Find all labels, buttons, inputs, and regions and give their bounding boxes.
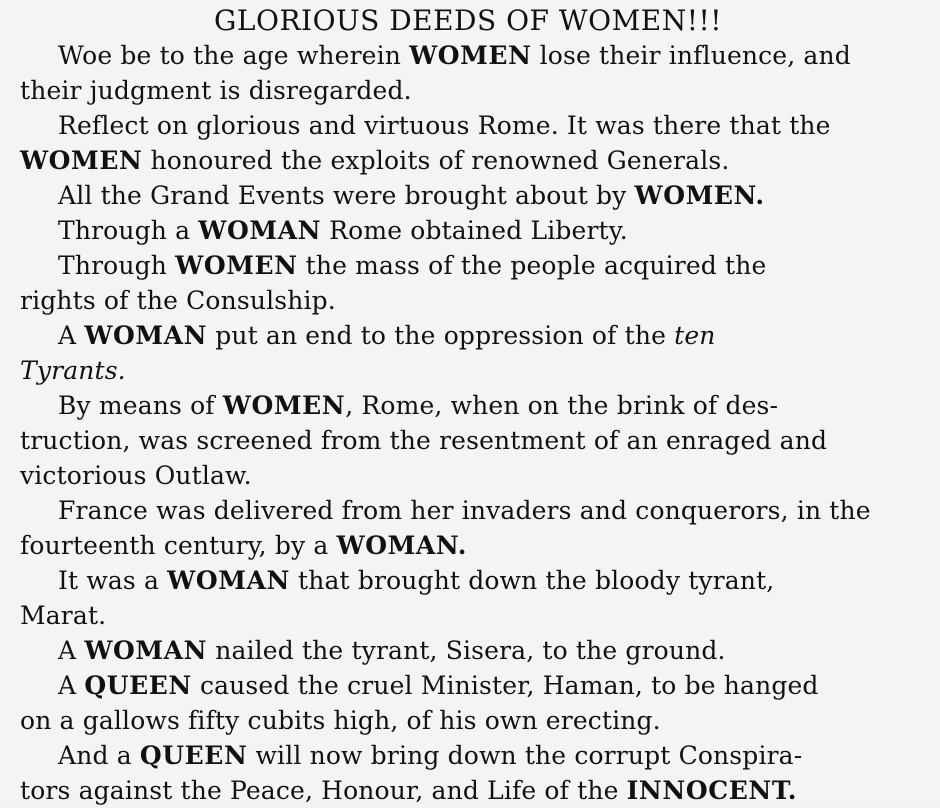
text-line — [20, 773, 916, 808]
italic-text: Tyrants. — [20, 356, 126, 385]
paragraph — [20, 108, 916, 178]
emphasis-text: WOMAN — [84, 636, 208, 665]
document-body — [20, 38, 916, 808]
text-run: Marat. — [20, 601, 107, 630]
emphasis-text: WOMAN — [198, 216, 322, 245]
paragraph — [20, 633, 916, 668]
paragraph — [20, 178, 916, 213]
text-run: truction, was screened from the resentment of an enraged and — [20, 426, 828, 455]
paragraph — [20, 493, 916, 563]
text-run: their judgment is disregarded. — [20, 76, 412, 105]
emphasis-text: QUEEN — [139, 741, 248, 770]
emphasis-text: QUEEN — [84, 671, 192, 700]
text-run: A — [58, 636, 85, 665]
emphasis-text: WOMEN — [20, 146, 143, 175]
text-line — [20, 38, 916, 73]
text-run: on a gallows fifty cubits high, of his own erecting. — [20, 706, 661, 735]
text-run: put an end to the oppression of the — [207, 321, 675, 350]
paragraph — [20, 318, 916, 388]
text-line — [20, 73, 916, 108]
text-run: fourteenth century, by a — [20, 531, 337, 560]
text-line — [20, 598, 916, 633]
text-run: And a — [58, 741, 140, 770]
text-line — [20, 703, 916, 738]
italic-text: ten — [674, 321, 716, 350]
text-line — [20, 738, 916, 773]
text-line — [20, 668, 916, 703]
text-run: lose their influence, and — [531, 41, 851, 70]
text-run: It was a — [58, 566, 168, 595]
text-line — [20, 528, 916, 563]
text-line — [20, 458, 916, 493]
text-run: France was delivered from her invaders and conquerors, in the — [58, 496, 871, 525]
text-run: nailed the tyrant, Sisera, to the ground. — [207, 636, 726, 665]
text-run: tors against the Peace, Honour, and Life of the — [20, 776, 627, 805]
text-run: victorious Outlaw. — [20, 461, 252, 490]
paragraph — [20, 738, 916, 808]
text-run: Through — [58, 251, 176, 280]
emphasis-text: WOMAN — [84, 321, 208, 350]
emphasis-text: WOMEN — [222, 391, 346, 420]
text-line — [20, 248, 916, 283]
text-run: By means of — [58, 391, 223, 420]
text-line — [20, 633, 916, 668]
text-run: Through a — [58, 216, 199, 245]
emphasis-text: WOMAN. — [336, 531, 468, 560]
text-run: caused the cruel Minister, Haman, to be hanged — [191, 671, 819, 700]
paragraph — [20, 668, 916, 738]
emphasis-text: WOMEN — [409, 41, 532, 70]
paragraph — [20, 388, 916, 493]
text-line — [20, 318, 916, 353]
text-run: Rome obtained Liberty. — [321, 216, 628, 245]
emphasis-text: WOMEN. — [634, 181, 765, 210]
emphasis-text: WOMAN — [167, 566, 290, 595]
text-run: A — [58, 321, 85, 350]
text-line — [20, 493, 916, 528]
text-line — [20, 213, 916, 248]
paragraph — [20, 213, 916, 248]
text-line — [20, 108, 916, 143]
text-run: will now bring down the corrupt Conspira- — [247, 741, 803, 770]
text-line — [20, 283, 916, 318]
emphasis-text: INNOCENT. — [626, 776, 798, 805]
text-run: Reflect on glorious and virtuous Rome. It was there that the — [58, 111, 831, 140]
text-line — [20, 178, 916, 213]
text-run: the mass of the people acquired the — [297, 251, 767, 280]
paragraph — [20, 38, 916, 108]
text-line — [20, 143, 916, 178]
text-line — [20, 353, 916, 388]
paragraph — [20, 248, 916, 318]
emphasis-text: WOMEN — [175, 251, 298, 280]
text-run: that brought down the bloody tyrant, — [289, 566, 775, 595]
text-run: A — [58, 671, 85, 700]
text-run: , Rome, when on the brink of des- — [345, 391, 779, 420]
text-run: All the Grand Events were brought about by — [58, 181, 635, 210]
text-line — [20, 388, 916, 423]
document-title: GLORIOUS DEEDS OF WOMEN!!! — [214, 4, 722, 37]
text-run: honoured the exploits of renowned Generals. — [142, 146, 730, 175]
paragraph — [20, 563, 916, 633]
text-line — [20, 563, 916, 598]
text-run: rights of the Consulship. — [20, 286, 336, 315]
text-run: Woe be to the age wherein — [58, 41, 410, 70]
text-line — [20, 423, 916, 458]
